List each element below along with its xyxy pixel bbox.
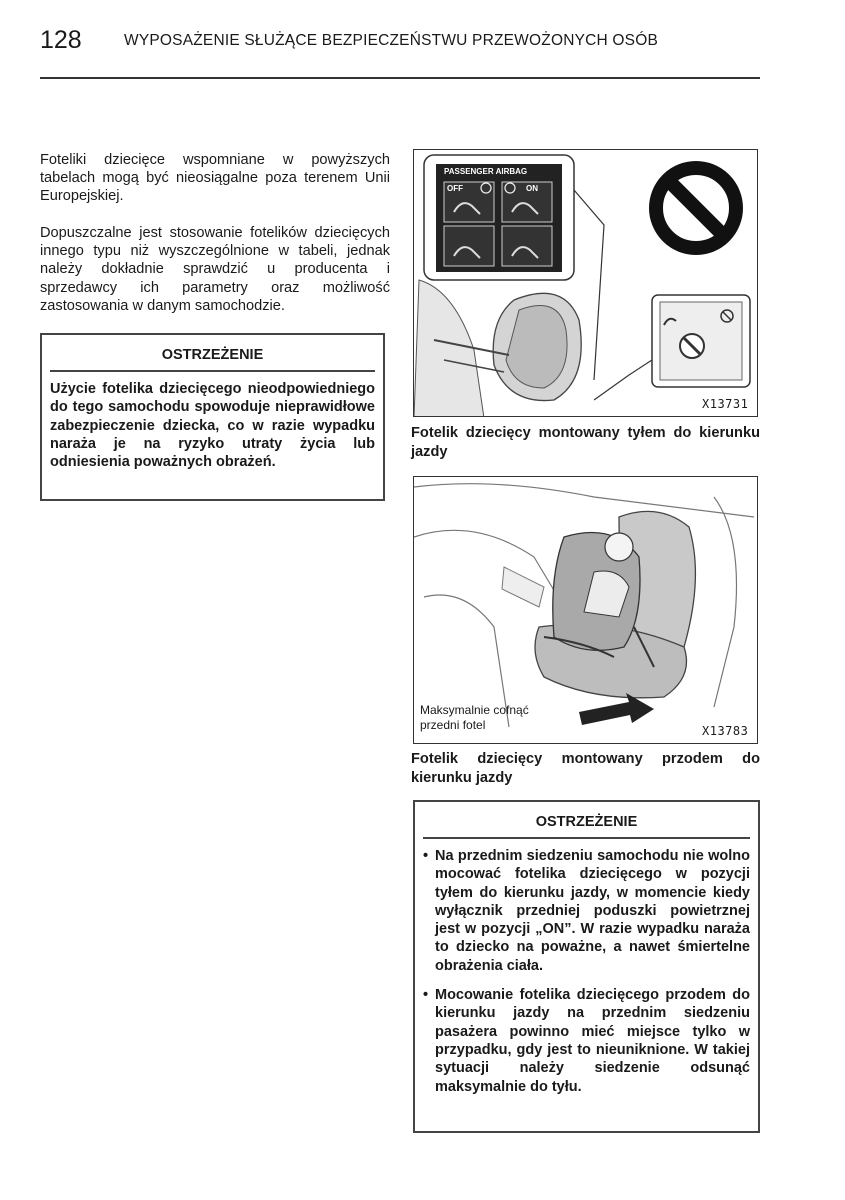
warning-text: Użycie fotelika dziecięcego nieodpowiedniego do tego samochodu spowoduje nieprawidłowe zabezpieczenie dziecka, co w razie wypadku naraża je na ryzyko utraty życia lub odniesienia poważnych obrażeń. <box>50 381 375 471</box>
airbag-sign-label: PASSENGER AIRBAG <box>444 167 528 176</box>
figure-rear-facing-seat <box>413 149 758 417</box>
figure-forward-facing-seat <box>413 476 758 744</box>
figure-caption-rear-facing: Fotelik dziecięcy montowany tyłem do kierunku jazdy <box>411 425 760 460</box>
figure-code: X13783 <box>702 724 749 738</box>
warning-bullet: • Na przednim siedzeniu samochodu nie wolno mocować fotelika dziecięcego w pozycji tyłem do kierunku jazdy, w momencie kiedy wyłącznik przedniej poduszki powietrznej jest w pozycji „ON”. W razie wypadku naraża to dziecko na poważne, a nawet śmiertelne obrażenia ciała. <box>423 847 750 975</box>
warning-title: OSTRZEŻENIE <box>50 345 375 372</box>
warning-box-left <box>40 333 385 501</box>
warning-bullet: • Mocowanie fotelika dziecięcego przodem do kierunku jazdy na przednim siedzeniu pasażera powinno mieć miejsce tylko w przypadku, gdy jest to nieuniknione. W takiej sytuacji należy siedzenie odsunąć maksymalnie do tyłu. <box>423 986 750 1096</box>
page-number: 128 <box>40 26 82 54</box>
figure-caption-forward-facing: Fotelik dziecięcy montowany przodem do kierunku jazdy <box>411 751 760 786</box>
airbag-off-label: OFF <box>447 184 463 193</box>
section-title: WYPOSAŻENIE SŁUŻĄCE BEZPIECZEŃSTWU PRZEWOŻONYCH OSÓB <box>124 32 659 49</box>
seat-adjust-annotation: Maksymalnie cofnąć przedni fotel <box>420 703 529 732</box>
warning-title: OSTRZEŻENIE <box>423 812 750 839</box>
intro-paragraph-1: Foteliki dziecięce wspomniane w powyższych tabelach mogą być nieosiągalne poza terenem Unii Europejskiej. <box>40 152 390 205</box>
airbag-on-label: ON <box>526 184 538 193</box>
intro-paragraph-2: Dopuszczalne jest stosowanie fotelików dziecięcych innego typu niż wyszczególnione w tabeli, jednak należy dokładnie sprawdzić u producenta i sprzedawcy ich parametry oraz możliwość zastosowania w danym samochodzie. <box>40 225 390 314</box>
figure-code: X13731 <box>702 397 749 411</box>
page-header <box>40 26 760 54</box>
warning-box-right <box>413 800 760 1133</box>
header-divider <box>40 77 760 79</box>
rear-facing-illustration <box>414 150 758 417</box>
